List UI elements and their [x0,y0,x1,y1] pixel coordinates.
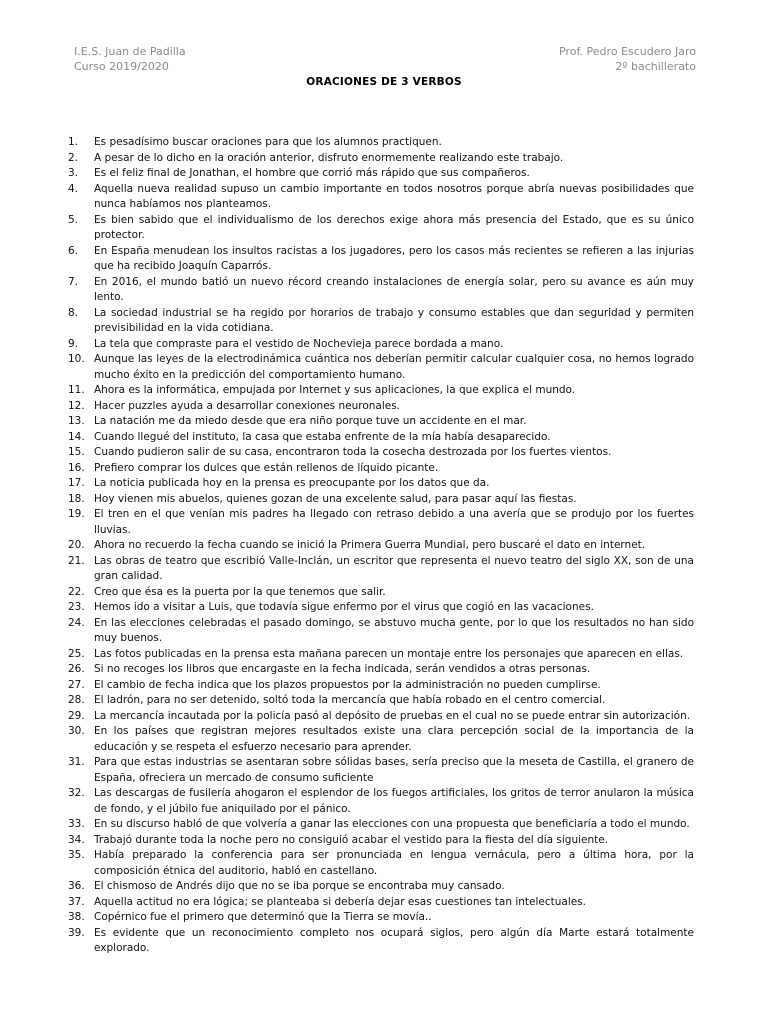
sentence-text: En 2016, el mundo batió un nuevo récord creando instalaciones de energía solar, pero su avance es aún muy lento. [94,275,694,303]
sentence-text: Para que estas industrias se asentaran sobre sólidas bases, sería preciso que la meseta de Castilla, el granero de España, ofreciera un mercado de consumo suficiente [94,756,694,784]
sentence-item [68,461,694,477]
sentence-number: 37. [68,895,85,908]
sentence-text: Aquella nueva realidad supuso un cambio importante en todos nosotros porque abría nuevas posibilidades que nunca habíamos nos planteamos. [94,182,694,210]
sentence-text: El ladrón, para no ser detenido, soltó toda la mercancía que había robado en el centro comercial. [94,694,606,706]
sentence-number: 22. [68,585,85,598]
sentence-number: 36. [68,880,85,892]
sentence-text: En España menudean los insultos racistas a los jugadores, pero los casos más recientes se refieren a las injurias que ha recibido Joaquín Caparrós. [94,244,694,272]
sentence-item [68,879,694,895]
sentence-item [68,693,694,709]
school-name: I.E.S. Juan de Padilla [74,45,186,58]
sentence-item [68,616,694,647]
sentence-item [68,166,694,182]
sentence-item [68,383,694,399]
sentence-number: 24. [68,616,85,629]
sentence-item [68,848,694,879]
sentence-item [68,213,694,244]
sentence-text: El tren en el que venían mis padres ha llegado con retraso debido a una avería que se produjo por los fuertes lluvias. [94,508,694,536]
sentence-text: Hacer puzzles ayuda a desarrollar conexiones neuronales. [94,399,401,412]
sentence-number: 33. [68,818,85,830]
sentence-number: 20. [68,539,85,551]
sentence-number: 17. [68,477,85,489]
sentence-item [68,709,694,725]
sentence-text: Las descargas de fusilería ahogaron el esplendor de los fuegos artificiales, los gritos de terror anularon la música de fondo, y el júbilo fue aniquilado por el pánico. [94,787,694,815]
sentence-item [68,786,694,817]
sentence-item [68,538,694,554]
sentence-number: 8. [68,306,79,319]
sentence-item [68,600,694,616]
sentence-number: 11. [68,384,85,396]
sentence-number: 28. [68,694,85,706]
sentence-item [68,182,694,213]
sentence-item [68,910,694,926]
sentence-text: Es pesadísimo buscar oraciones para que los alumnos practiquen. [94,136,442,148]
sentence-text: Si no recoges los libros que encargaste en la fecha indicada, serán vendidos a otras personas. [94,663,591,675]
sentence-item [68,817,694,833]
sentence-text: Ahora es la informática, empujada por Internet y sus aplicaciones, la que explica el mundo. [94,384,576,396]
sentence-list [68,135,694,957]
sentence-item [68,895,694,911]
sentence-text: El chismoso de Andrés dijo que no se iba porque se encontraba muy cansado. [94,880,505,892]
sentence-item [68,244,694,275]
sentence-number: 30. [68,725,85,737]
sentence-number: 25. [68,647,85,660]
sentence-item [68,430,694,446]
sentence-item [68,662,694,678]
sentence-number: 21. [68,554,85,567]
sentence-item [68,554,694,585]
sentence-item [68,445,694,461]
course-year: Curso 2019/2020 [74,60,169,73]
sentence-text: Aunque las leyes de la electrodinámica cuántica nos deberían permitir calcular cualquier cosa, no hemos logrado mucho éxito en la predicción del comportamiento humano. [94,353,694,381]
sentence-item [68,507,694,538]
sentence-number: 14. [68,430,85,443]
sentence-text: Las obras de teatro que escribió Valle-Inclán, un escritor que representa el nuevo teatro del siglo XX, son de una gran calidad. [94,554,694,582]
sentence-text: Copérnico fue el primero que determinó que la Tierra se movía.. [94,911,432,923]
sentence-text: En los países que registran mejores resultados existe una clara percepción social de la importancia de la educación y se respeta el esfuerzo necesario para aprender. [94,725,694,753]
sentence-item [68,135,694,151]
sentence-number: 2. [68,151,79,164]
sentence-item [68,755,694,786]
sentence-text: La tela que compraste para el vestido de Nochevieja parece bordada a mano. [94,337,504,350]
sentence-number: 27. [68,678,85,691]
sentence-text: Cuando pudieron salir de su casa, encontraron toda la cosecha destrozada por los fuertes vientos. [94,446,612,458]
sentence-text: Prefiero comprar los dulces que están rellenos de líquido picante. [94,461,439,474]
sentence-number: 1. [68,136,79,148]
sentence-item [68,352,694,383]
sentence-item [68,833,694,849]
sentence-item [68,724,694,755]
sentence-number: 29. [68,709,85,722]
sentence-text: Había preparado la conferencia para ser pronunciada en lengua vernácula, pero a última hora, por la composición étnica del auditorio, habló en castellano. [94,849,694,877]
sentence-text: Las fotos publicadas en la prensa esta mañana parecen un montaje entre los personajes que aparecen en ellas. [94,647,684,660]
sentence-text: Cuando llegué del instituto, la casa que estaba enfrente de la mía había desaparecido. [94,430,551,443]
teacher-name: Prof. Pedro Escudero Jaro [559,45,696,58]
sentence-number: 9. [68,337,79,350]
sentence-item [68,414,694,430]
sentence-text: El cambio de fecha indica que los plazos propuestos por la administración no pueden cumplirse. [94,678,601,691]
header-left [74,44,186,74]
sentence-text: Ahora no recuerdo la fecha cuando se inició la Primera Guerra Mundial, pero buscaré el dato en internet. [94,539,646,551]
sentence-text: Hemos ido a visitar a Luis, que todavía sigue enfermo por el virus que cogió en las vacaciones. [94,601,594,613]
sentence-text: La mercancía incautada por la policía pasó al depósito de pruebas en el cual no se puede entrar sin autorización. [94,709,691,722]
sentence-number: 19. [68,508,85,520]
sentence-text: En las elecciones celebradas el pasado domingo, se abstuvo mucha gente, por lo que los resultados no han sido muy buenos. [94,616,694,644]
sentence-item [68,399,694,415]
sentence-number: 26. [68,663,85,675]
sentence-item [68,926,694,957]
sentence-number: 15. [68,446,85,458]
sentence-text: Creo que ésa es la puerta por la que tenemos que salir. [94,585,386,598]
sentence-number: 32. [68,787,85,799]
sentence-text: La noticia publicada hoy en la prensa es preocupante por los datos que da. [94,477,490,489]
sentence-text: La sociedad industrial se ha regido por horarios de trabajo y consumo estables que dan seguridad y permiten previsibilidad en la vida cotidiana. [94,306,694,334]
sentence-text: Es bien sabido que el individualismo de los derechos exige ahora más presencia del Estado, que es su único protector. [94,213,694,241]
sentence-text: Trabajó durante toda la noche pero no consiguió acabar el vestido para la fiesta del día siguiente. [94,833,609,846]
sentence-text: Hoy vienen mis abuelos, quienes gozan de una excelente salud, para pasar aquí las fiestas. [94,492,577,505]
sentence-item [68,306,694,337]
sentence-item [68,337,694,353]
sentence-number: 3. [68,167,79,179]
sentence-text: A pesar de lo dicho en la oración anterior, disfruto enormemente realizando este trabajo. [94,151,564,164]
sentence-number: 5. [68,213,79,226]
sentence-text: Es evidente que un reconocimiento completo nos ocupará siglos, pero algún día Marte estará totalmente explorado. [94,926,694,954]
header-right [559,44,696,74]
sentence-number: 6. [68,244,79,257]
sentence-number: 13. [68,415,85,427]
sentence-number: 4. [68,182,79,195]
sentence-number: 35. [68,849,85,861]
sentence-number: 38. [68,911,85,923]
sentence-item [68,476,694,492]
sentence-item [68,647,694,663]
sentence-text: Es el feliz final de Jonathan, el hombre que corrió más rápido que sus compañeros. [94,167,530,179]
sentence-text: En su discurso habló de que volvería a ganar las elecciones con una propuesta que beneficiaría a todo el mundo. [94,818,690,830]
page-title: ORACIONES DE 3 VERBOS [306,76,462,88]
sentence-item [68,275,694,306]
sentence-item [68,678,694,694]
sentence-number: 7. [68,275,79,288]
course-level: 2º bachillerato [615,60,696,73]
sentence-text: La natación me da miedo desde que era niño porque tuve un accidente en el mar. [94,415,527,427]
sentence-number: 10. [68,353,85,365]
sentence-number: 23. [68,601,85,613]
sentence-number: 18. [68,492,85,505]
sentence-number: 12. [68,399,85,412]
sentence-item [68,585,694,601]
sentence-item [68,151,694,167]
sentence-number: 39. [68,926,85,939]
sentence-number: 16. [68,461,85,474]
sentence-text: Aquella actitud no era lógica; se planteaba si debería dejar esas cuestiones tan intelectuales. [94,895,587,908]
sentence-number: 34. [68,833,85,846]
sentence-item [68,492,694,508]
sentence-number: 31. [68,756,85,768]
